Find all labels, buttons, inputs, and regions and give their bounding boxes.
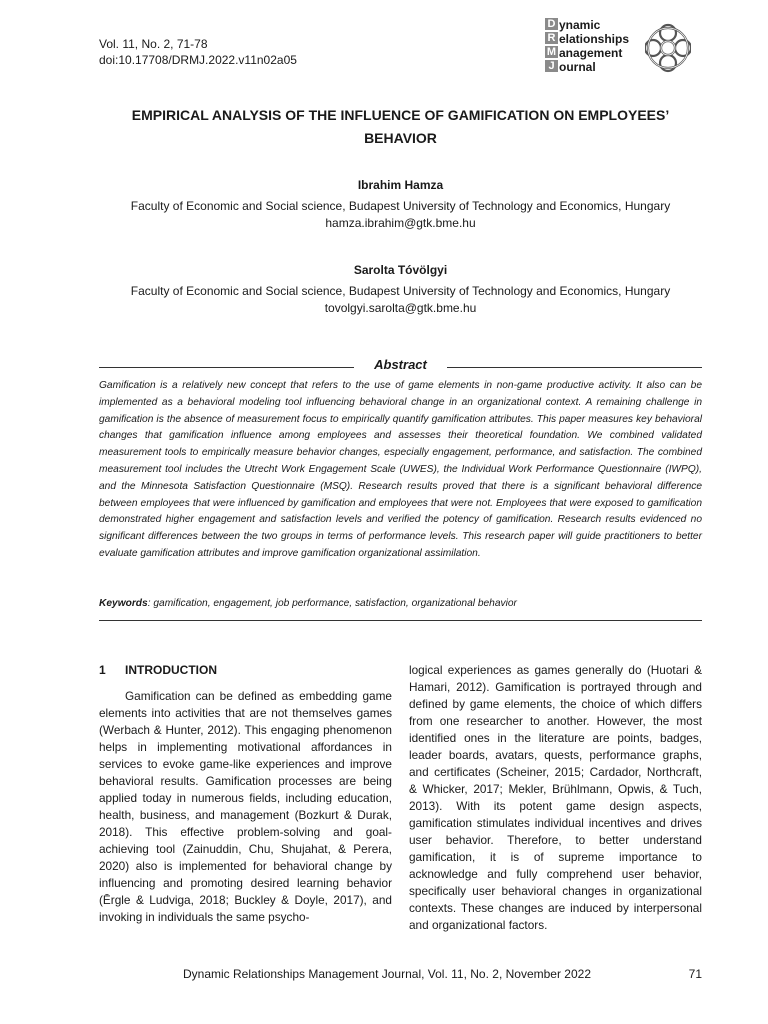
section-title: INTRODUCTION xyxy=(125,663,217,677)
logo-word: ynamic xyxy=(559,18,601,32)
author-block-2 xyxy=(99,262,702,317)
abstract-rule-right xyxy=(447,367,702,368)
volume-line: Vol. 11, No. 2, 71-78 xyxy=(99,37,208,51)
page-number: 71 xyxy=(688,967,702,981)
abstract-bottom-rule xyxy=(99,620,702,621)
author-name: Ibrahim Hamza xyxy=(357,178,444,192)
author-name: Sarolta Tóvölgyi xyxy=(353,263,448,277)
journal-logo xyxy=(545,16,695,84)
logo-letters xyxy=(545,18,558,74)
knot-emblem-icon xyxy=(645,20,691,76)
abstract-heading: Abstract xyxy=(374,357,427,372)
body-column-right xyxy=(409,662,702,934)
logo-word: anagement xyxy=(559,46,623,60)
abstract-text: Gamification is a relatively new concept that refers to the use of game elements in non-game productive activity. It also can be implemented as a behavioral modeling tool influencing behavioral change in an organizational context. A remaining challenge in gamification is the absence of measurement focus to empirically quantify gamification attributes. This paper measures key behavioral changes that gamification influence among employees and assesses their theoretical foundation. We combined validated measurement tools to empirically measure behavior changes, especially engagement, performance, and satisfaction. The combined measurement tool includes the Utrecht Work Engagement Scale (UWES), the Individual Work Performance Questionnaire (IWPQ), and the Minnesota Satisfaction Questionnaire (MSQ). Research results proved that there is a significant behavioral difference between employees that were influenced by gamification and employees that were not. Employees that were exposed to gamification demonstrated higher engagement and satisfaction levels and verified the potency of gamification. Research results evidenced no significant differences between the two groups in terms of performance levels. This research paper will guide practitioners to better evaluate gamification attributes and improve gamification organizational assimilation. xyxy=(99,380,702,559)
author-affiliation: Faculty of Economic and Social science, Budapest University of Technology and Economics, Hungary xyxy=(130,199,671,213)
logo-letter: M xyxy=(546,46,557,58)
article-meta xyxy=(99,36,297,68)
keywords-label: Keywords xyxy=(99,598,148,609)
logo-word: ournal xyxy=(559,60,596,74)
author-email: hamza.ibrahim@gtk.bme.hu xyxy=(325,216,476,230)
logo-word: elationships xyxy=(559,32,630,46)
doi-line: doi:10.17708/DRMJ.2022.v11n02a05 xyxy=(99,53,297,67)
author-email: tovolgyi.sarolta@gtk.bme.hu xyxy=(324,301,477,315)
footer-journal: Dynamic Relationships Management Journal, Vol. 11, No. 2, November 2022 xyxy=(183,967,591,981)
logo-letter: R xyxy=(545,32,558,44)
logo-letter: D xyxy=(545,18,558,30)
section-number: 1 xyxy=(99,663,106,677)
keywords-line xyxy=(99,598,702,609)
logo-letter: J xyxy=(545,60,558,72)
body-paragraph: logical experiences as games generally do (Huotari & Hamari, 2012). Gamification is portrayed through and defined by game elements, the choice of which differs from one researcher to another. However, the most identified ones in the literature are points, badges, leader boards, avatars, quests, performance graphs, and certificates (Scheiner, 2015; Cardador, Northcraft, & Whicker, 2017; Mekler, Brühlmann, Opwis, & Tuch, 2013). With its potent game design aspects, gamification stimulates individual incentives and drives user behavior. Therefore, to better understand gamification, it is of supreme importance to acknowledge and fully comprehend user behavior, specifically user behavioral changes in organizational contexts. These changes are induced by interpersonal and organizational factors. xyxy=(409,663,702,932)
body-paragraph: Gamification can be defined as embedding game elements into activities that are not themselves games (Werbach & Hunter, 2012). This engaging phenomenon helps in implementing motivational affordances in services to evoke game-like experiences and improve behavioral results. Gamification processes are being applied today in numerous fields, including education, health, business, and management (Bozkurt & Durak, 2018). This effective problem-solving and goal-achieving tool (Zainuddin, Chu, Shujahat, & Perera, 2020) also is implemented for behavioral change by influencing and promoting desired learning behavior (Ērgle & Ludviga, 2018; Buckley & Doyle, 2017), and invoking in individuals the same psycho- xyxy=(99,689,392,924)
author-block-1 xyxy=(99,177,702,232)
section-heading xyxy=(99,662,392,679)
body-column-left xyxy=(99,662,392,926)
author-affiliation: Faculty of Economic and Social science, Budapest University of Technology and Economics, Hungary xyxy=(130,284,671,298)
abstract-heading-row xyxy=(99,357,702,375)
keywords-text: : gamification, engagement, job performance, satisfaction, organizational behavior xyxy=(147,598,517,609)
logo-words xyxy=(559,18,629,74)
paper-title: EMPIRICAL ANALYSIS OF THE INFLUENCE OF GAMIFICATION ON EMPLOYEES’ BEHAVIOR xyxy=(131,107,670,146)
